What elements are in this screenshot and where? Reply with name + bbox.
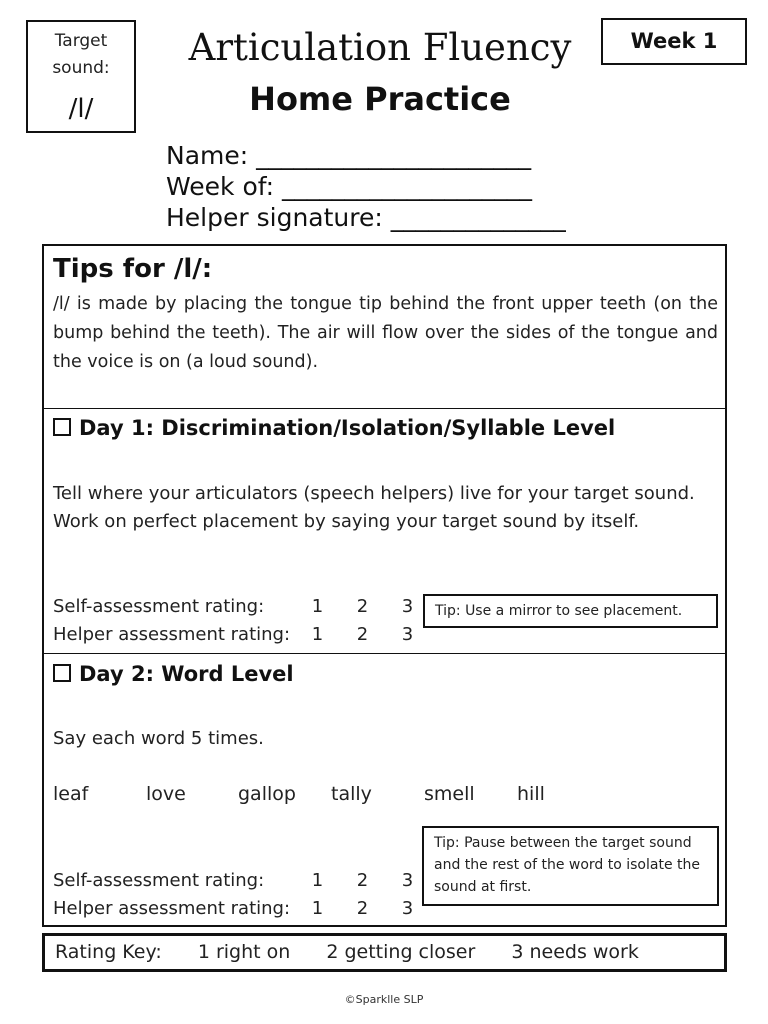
target-sound: /l/ (68, 94, 94, 124)
section-divider (44, 408, 725, 409)
day2-instruction: Say each word 5 times. (53, 728, 264, 749)
copyright-footer: ©Sparklle SLP (344, 993, 424, 1006)
day1-tip: Tip: Use a mirror to see placement. (423, 594, 718, 628)
practice-word: gallop (238, 783, 296, 805)
rating-option[interactable]: 3 (401, 898, 414, 919)
helper-rating-label: Helper assessment rating: (53, 624, 291, 645)
target-label (28, 28, 134, 82)
day1-heading-label: Day 1: Discrimination/Isolation/Syllable Level (79, 416, 616, 440)
rating-option[interactable]: 3 (401, 624, 414, 645)
rating-option[interactable]: 1 (311, 898, 324, 919)
section-divider (44, 653, 725, 654)
day2-helper-rating (53, 898, 430, 919)
target-label-line1: Target (54, 31, 108, 51)
rating-option[interactable]: 2 (356, 624, 369, 645)
rating-option[interactable]: 2 (356, 870, 369, 891)
rating-key-label: Rating Key: (55, 941, 162, 963)
rating-option[interactable]: 2 (356, 596, 369, 617)
helper-rating-label: Helper assessment rating: (53, 898, 291, 919)
day2-self-rating (53, 870, 430, 891)
practice-word: leaf (53, 783, 89, 805)
tips-text: /l/ is made by placing the tongue tip behind the front upper teeth (on the bump behind the teeth). The air will flow over the sides of the tongue and the voice is on (a loud sound). (53, 294, 718, 372)
rating-option[interactable]: 3 (401, 596, 414, 617)
practice-box (42, 244, 727, 927)
day2-heading-label: Day 2: Word Level (79, 662, 294, 686)
rating-key-item: 1 right on (197, 941, 291, 963)
rating-key-item: 2 getting closer (326, 941, 476, 963)
rating-key (42, 933, 727, 972)
week-of-field[interactable]: Week of: ____________________ (166, 172, 533, 201)
day2-tip: Tip: Pause between the target sound and the rest of the word to isolate the sound at first. (422, 826, 719, 906)
day1-helper-rating (53, 624, 430, 645)
helper-signature-field[interactable]: Helper signature: ______________ (166, 203, 566, 232)
day1-text (53, 480, 695, 536)
target-sound-box (26, 20, 136, 133)
target-label-line2: sound: (52, 58, 110, 78)
page-title: Articulation Fluency (188, 26, 572, 69)
self-rating-label: Self-assessment rating: (53, 596, 265, 617)
page-subtitle: Home Practice (249, 80, 511, 118)
name-field[interactable]: Name: ______________________ (166, 141, 532, 170)
week-badge: Week 1 (601, 18, 747, 65)
practice-word: love (146, 783, 186, 805)
day1-heading (53, 416, 615, 440)
self-rating-label: Self-assessment rating: (53, 870, 265, 891)
rating-option[interactable]: 3 (401, 870, 414, 891)
day1-self-rating (53, 596, 430, 617)
practice-word: smell (424, 783, 475, 805)
rating-option[interactable]: 1 (311, 624, 324, 645)
tips-title: Tips for /l/: (53, 254, 213, 284)
rating-key-item: 3 needs work (511, 941, 639, 963)
rating-option[interactable]: 1 (311, 596, 324, 617)
day2-heading (53, 662, 294, 686)
rating-option[interactable]: 2 (356, 898, 369, 919)
day2-checkbox[interactable] (53, 664, 71, 682)
rating-option[interactable]: 1 (311, 870, 324, 891)
day1-text-line1: Tell where your articulators (speech helpers) live for your target sound. (53, 483, 695, 504)
day1-checkbox[interactable] (53, 418, 71, 436)
practice-word: tally (331, 783, 372, 805)
practice-word: hill (517, 783, 545, 805)
day1-text-line2: Work on perfect placement by saying your target sound by itself. (53, 511, 640, 532)
